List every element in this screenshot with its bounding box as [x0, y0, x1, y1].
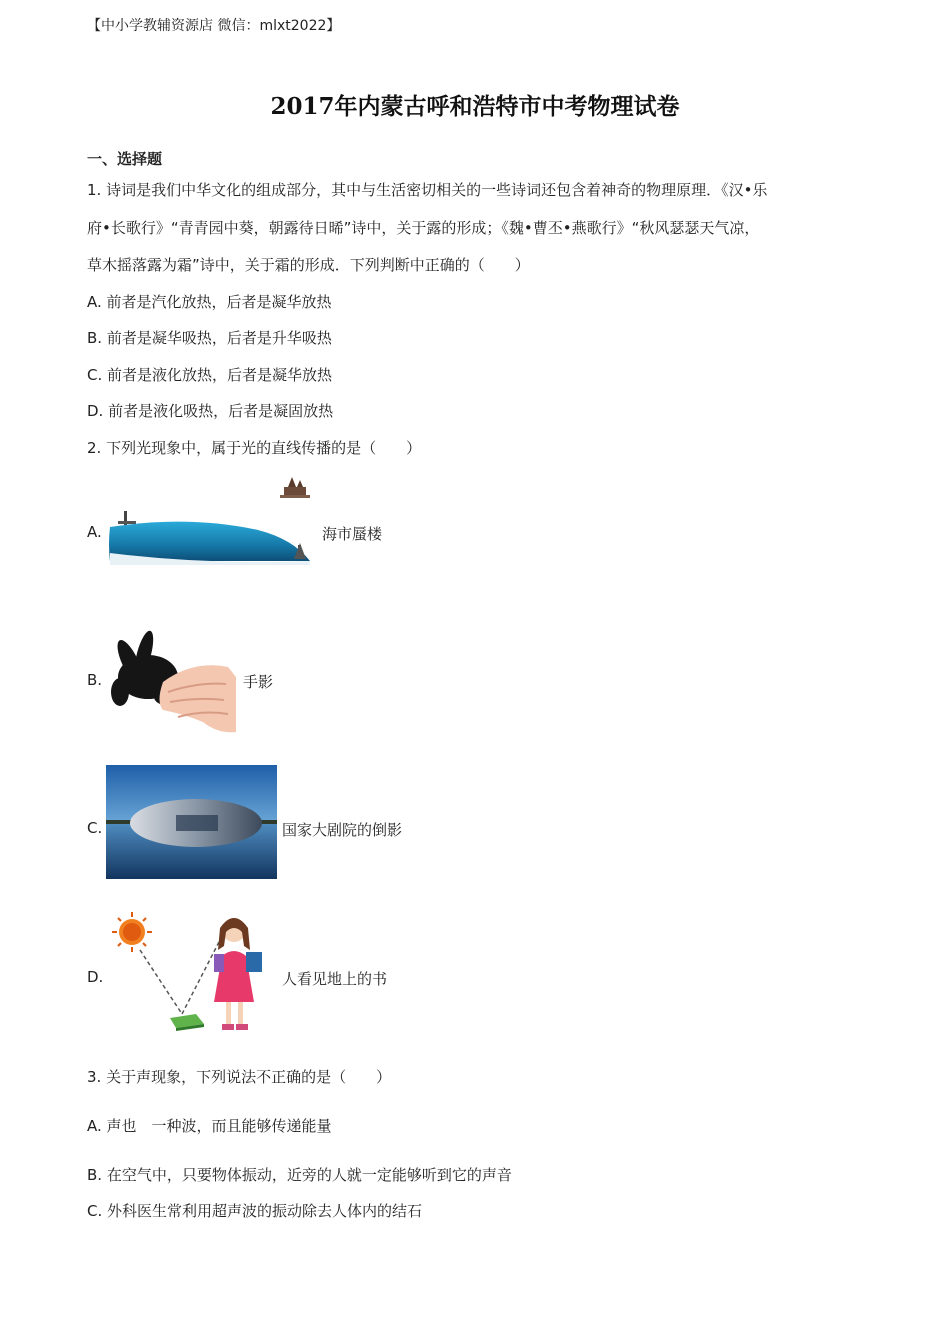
hand-shadow-image	[108, 622, 238, 737]
q3-option-c: C. 外科医生常利用超声波的振动除去人体内的结石	[87, 1202, 423, 1220]
q1-option-b: B. 前者是凝华吸热，后者是升华吸热	[87, 329, 332, 347]
q2-option-d-letter: D.	[87, 968, 104, 986]
q1-option-c: C. 前者是液化放热，后者是凝华放热	[87, 366, 333, 384]
q2-option-a-caption: 海市蜃楼	[322, 525, 383, 543]
page-header: 【中小学教辅资源店 微信：mlxt2022】	[87, 18, 341, 34]
page-title: 2017年内蒙古呼和浩特市中考物理试卷	[270, 93, 680, 120]
q2-stem: 2. 下列光现象中，属于光的直线传播的是（ ）	[87, 439, 422, 457]
q1-option-d: D. 前者是液化吸热，后者是凝固放热	[87, 402, 334, 420]
q3-option-a: A. 声也 一种波，而且能够传递能量	[87, 1117, 332, 1135]
q2-option-a-letter: A.	[87, 523, 102, 541]
q2-option-c-letter: C.	[87, 819, 103, 837]
q1-stem-line-2: 府•长歌行》“青青园中葵，朝露待日晞”诗中，关于露的形成；《魏•曹丕•燕歌行》“秋风瑟瑟天气凉，	[87, 219, 760, 237]
q2-option-d-caption: 人看见地上的书	[282, 970, 388, 988]
q3-stem: 3. 关于声现象，下列说法不正确的是（ ）	[87, 1068, 392, 1086]
person-sees-book-image	[110, 910, 270, 1038]
q2-option-c-caption: 国家大剧院的倒影	[282, 821, 403, 839]
q2-option-b-caption: 手影	[243, 673, 274, 691]
q1-stem-line-1: 1. 诗词是我们中华文化的组成部分，其中与生活密切相关的一些诗词还包含着神奇的物理原理．《汉•乐	[87, 181, 768, 199]
q1-option-a: A. 前者是汽化放热，后者是凝华放热	[87, 293, 332, 311]
q3-option-b: B. 在空气中，只要物体振动，近旁的人就一定能够听到它的声音	[87, 1166, 512, 1184]
q2-option-b-letter: B.	[87, 671, 103, 689]
national-theatre-image	[106, 765, 277, 879]
section-heading: 一、选择题	[87, 150, 163, 168]
mirage-image	[108, 475, 318, 570]
q1-stem-line-3: 草木摇落露为霜”诗中，关于霜的形成．下列判断中正确的（ ）	[87, 256, 530, 274]
